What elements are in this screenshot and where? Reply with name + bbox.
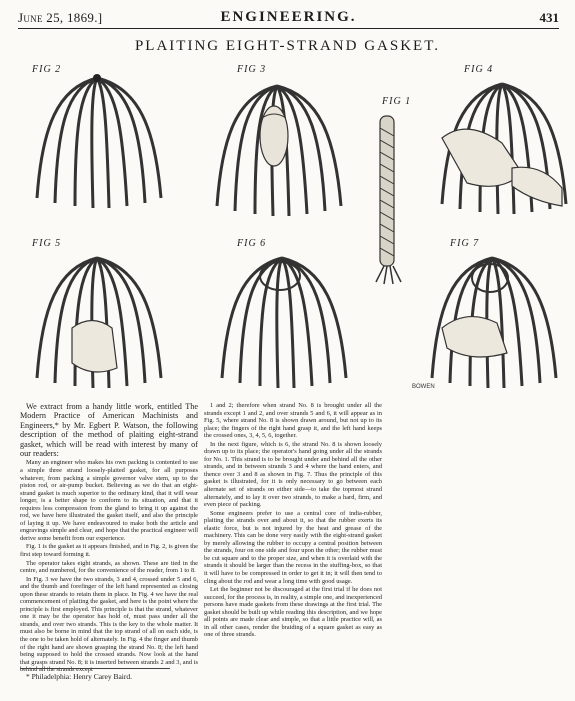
- figures-plate: [12, 58, 567, 396]
- page-header: [18, 8, 559, 29]
- fig-1-label: FIG 1: [382, 96, 412, 107]
- paragraph: Fig. 1 is the gasket as it appears finished, and in Fig. 2, is given the first step toward forming it.: [20, 543, 198, 558]
- fig-7-label: FIG 7: [450, 238, 480, 249]
- paragraph: The operator takes eight strands, as shown. These are tied in the centre, and numbered, for the convenience of the reader, from 1 to 8.: [20, 559, 198, 575]
- fig-3-label: FIG 3: [237, 64, 267, 75]
- paragraph: Many an engineer who makes his own packing is contented to use a simple three strand loosely-plaited gasket, for all purposes whatever, from packing a simple governor valve stem, up to the piston rod, or air-pump bucket. Believing as we do that an eight-strand gasket is much superior to the ordinary kind, that it will wear longer, is a better shape to conform to its situation, and that it requires less compression from the gland to bring it up against the rod, we have here illustrated the gasket itself, and also the principle of laying it up. We have endeavoured to make both the article and engravings simple and clear, and hope that the practical engineer will derive some benefit from our experience.: [20, 459, 198, 542]
- paragraph: Some engineers prefer to use a central core of india-rubber, plaiting the strands over and about it, so that the rubber exerts its elastic force, but is not injured by the heat and grease of the machinery. This can be done very easily with the eight-strand gasket by merely allowing the rubber to occupy a central position between the strands, four on one side and four upon the other; the rubber must be cut square and to the proper size, and when it is overlaid with the strands it should be larger than the recess in the stuffing-box, so that it will have to be compressed in order to get it in; it will then tend to cling about the rod and wear a long time with good usage.: [204, 509, 382, 585]
- paragraph: 1 and 2; therefore when strand No. 8 is brought under all the strands except 1 and 2, and over strands 5 and 6, it will appear as in Fig. 5, where strand No. 8 is shown drawn around, but not up to its place; the fingers of the right hand grasp it, and the left hand keeps the crossed ones, 3, 4, 5, 6, together.: [204, 402, 382, 440]
- text-column-2: [204, 402, 382, 664]
- figure-2: [31, 64, 161, 208]
- footnote-rule: [20, 668, 170, 669]
- fig-2-label: FIG 2: [32, 64, 62, 75]
- figure-4: [442, 64, 566, 214]
- fig-5-label: FIG 5: [32, 238, 62, 249]
- figure-1: [376, 96, 411, 284]
- paragraph: In the next figure, which is 6, the strand No. 8 is shown loosely drawn up to its place; the operator's hand going under all the strands for No. 1. This strand is to be brought under and behind all the other strands, and in between strands 3 and 4 where the hand enters, and thence over 3 and 8 as shown in Fig. 7. Thus the principle of this gasket is illustrated, for it is only necessary to go between each alternate set of strands on either side—to take the topmost strand alternately, and to lay it over two strands, to make a hard, firm, and even piece of packing.: [204, 440, 382, 509]
- issue-date: June 25, 1869.]: [18, 10, 103, 25]
- fig-4-label: FIG 4: [464, 64, 494, 75]
- fig-6-label: FIG 6: [237, 238, 267, 249]
- footnote: * Philadelphia: Henry Carey Baird.: [26, 672, 133, 681]
- paragraph: Let the beginner not be discouraged at the first trial if he does not succeed, for the process is, in reality, a simple one, and inexperienced persons have made gaskets from these drawings at the first trial. The gasket should be built up while reading this description, and we hope all points are made clear and simple, so that a little practice will, as in all other cases, render the braiding of a square gasket as easy as one of three strands.: [204, 586, 382, 639]
- figure-6: [222, 238, 346, 388]
- engraving-figures: [12, 58, 567, 396]
- text-column-1: [20, 402, 198, 674]
- article-title: PLAITING EIGHT-STRAND GASKET.: [134, 38, 441, 54]
- page-number: 431: [539, 10, 559, 25]
- engraver-signature: BOWEN: [412, 384, 435, 390]
- figure-7: [412, 238, 556, 390]
- paragraph: In Fig. 3 we have the two strands, 3 and 4, crossed under 5 and 6, and the thumb and forefinger of the left hand represented as closing upon these strands to retain them in place. In Fig. 4 we have the real commencement of plaiting the gasket, and here is the point where the principle is first employed. This principle is that the strand, whatever one it may be the operator has hold of, must pass under all the strands, and over two strands. This is the key to the whole matter. It must also be borne in mind that the top strand of all on each side, is the one to be taken hold of alternately. In Fig. 4 the finger and thumb of the right hand are shown grasping the strand No. 8; the left hand being supposed to hold the crossed strands. Now look at the hand that grasps strand No. 8; it is inserted between strands 2 and 3, and is behind all the strands except: [20, 575, 198, 674]
- paragraph: We extract from a handy little work, entitled The Modern Practice of American Machinists and Engineers,* by Mr. Egbert P. Watson, the following description of the method of plaiting eight-strand gasket, which will be read with interest by many of our readers:: [20, 402, 198, 459]
- text-column-3: [386, 402, 558, 664]
- journal-title: ENGINEERING.: [220, 9, 357, 25]
- figure-3: [217, 64, 341, 216]
- figure-5: [31, 238, 161, 388]
